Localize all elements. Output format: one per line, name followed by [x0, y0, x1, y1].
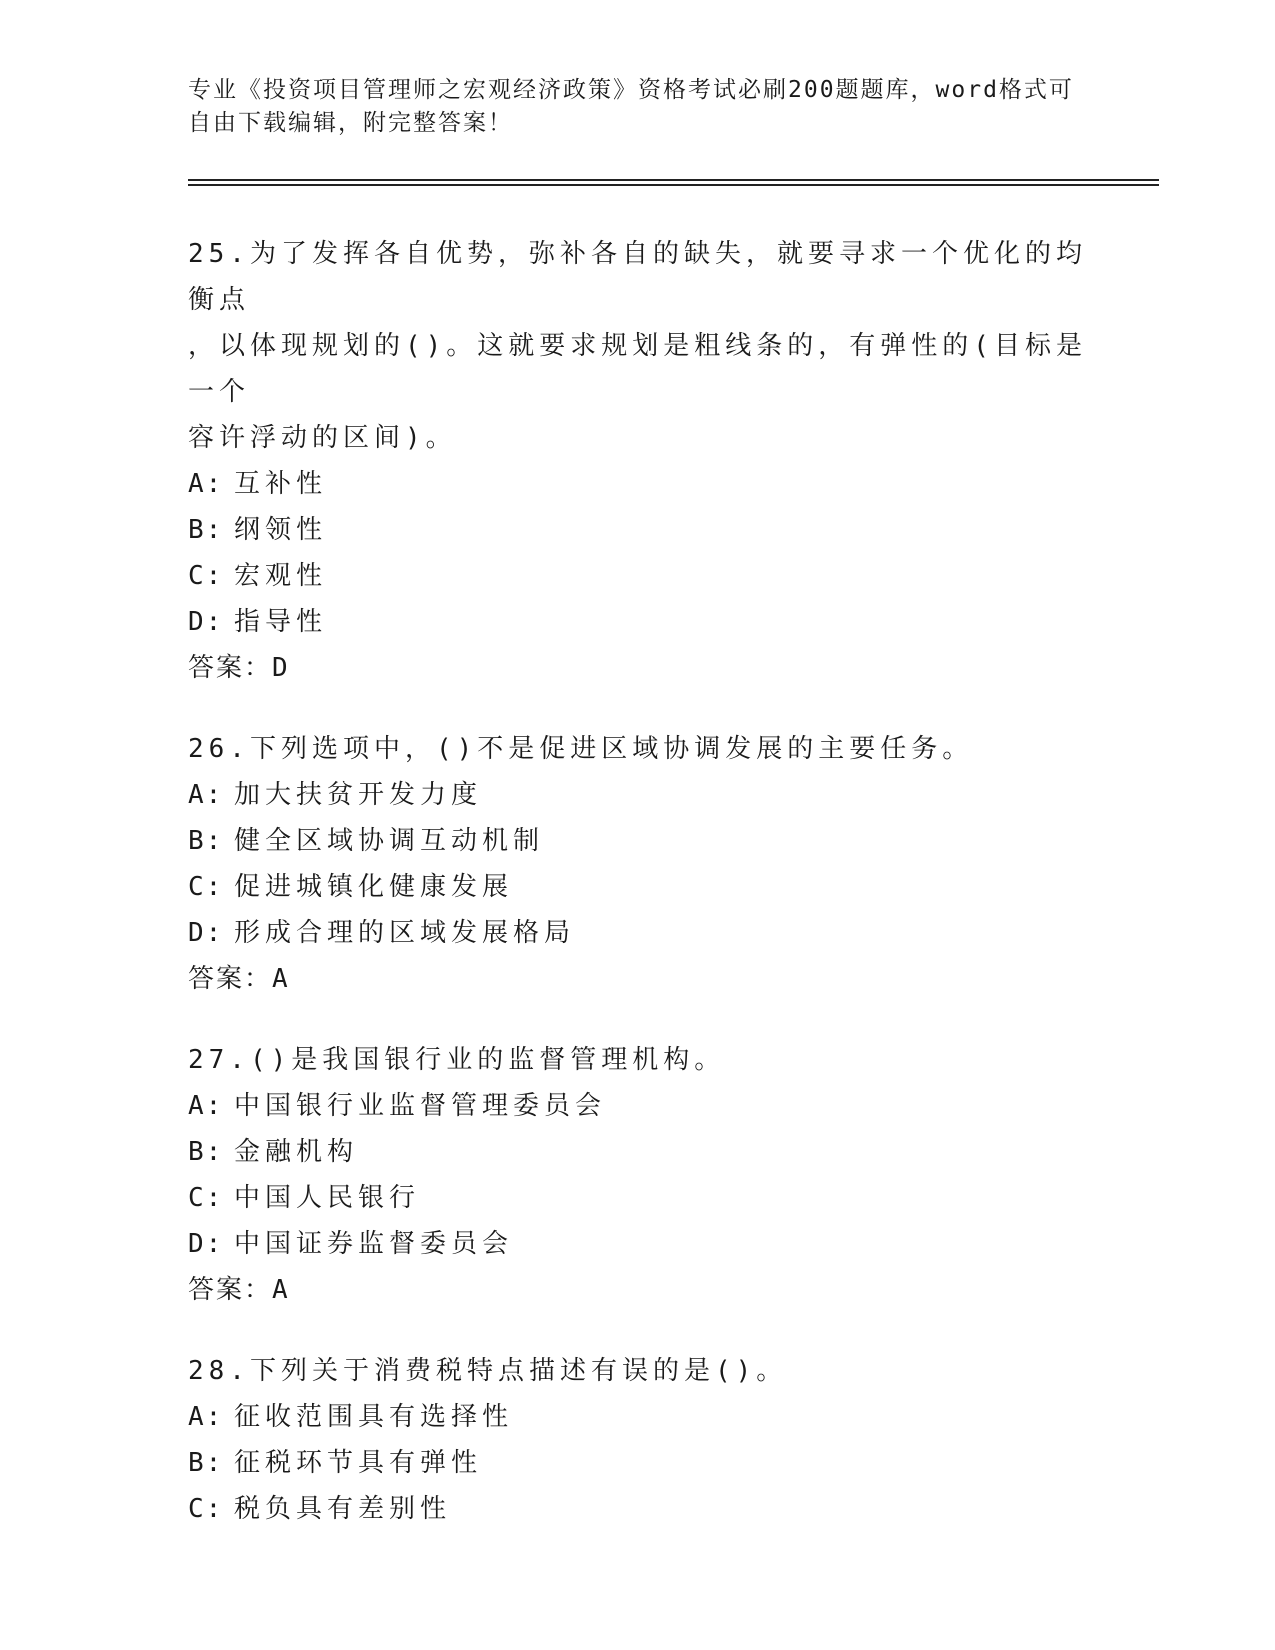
answer-option	[188, 599, 1088, 645]
question-list	[188, 231, 1088, 1567]
option-text: 中国人民银行	[234, 1183, 421, 1213]
option-text: 征税环节具有弹性	[234, 1448, 483, 1478]
question-stem-line: 容许浮动的区间)。	[188, 423, 457, 453]
answer-option	[188, 910, 1088, 956]
option-text: 健全区域协调互动机制	[234, 826, 545, 856]
option-letter: C:	[188, 872, 224, 902]
answer-option	[188, 1394, 1088, 1440]
option-text: 宏观性	[234, 561, 328, 591]
option-letter: B:	[188, 515, 224, 545]
answer-key: 答案：A	[188, 964, 290, 994]
question-block	[188, 1037, 1088, 1313]
option-letter: A:	[188, 780, 224, 810]
document-header	[188, 74, 1088, 140]
option-letter: A:	[188, 469, 224, 499]
option-text: 指导性	[234, 607, 328, 637]
option-text: 互补性	[234, 469, 328, 499]
answer-option	[188, 461, 1088, 507]
question-stem-line: 28.下列关于消费税特点描述有误的是()。	[188, 1356, 788, 1386]
option-letter: D:	[188, 918, 224, 948]
option-text: 中国银行业监督管理委员会	[234, 1091, 607, 1121]
answer-key: 答案：D	[188, 653, 290, 683]
header-line-1: 专业《投资项目管理师之宏观经济政策》资格考试必刷200题题库，word格式可	[188, 77, 1074, 103]
answer-option	[188, 818, 1088, 864]
option-text: 促进城镇化健康发展	[234, 872, 514, 902]
answer-option	[188, 1175, 1088, 1221]
answer-option	[188, 1221, 1088, 1267]
answer-option	[188, 772, 1088, 818]
question-stem-line: ，以体现规划的()。这就要求规划是粗线条的，有弹性的(目标是一个	[188, 331, 1087, 407]
option-text: 中国证券监督委员会	[234, 1229, 514, 1259]
answer-option	[188, 864, 1088, 910]
question-block	[188, 231, 1088, 691]
option-letter: B:	[188, 826, 224, 856]
question-stem-line: 27.()是我国银行业的监督管理机构。	[188, 1045, 726, 1075]
header-divider-top	[188, 179, 1159, 181]
answer-option	[188, 507, 1088, 553]
option-letter: B:	[188, 1137, 224, 1167]
question-block	[188, 1348, 1088, 1532]
question-block	[188, 726, 1088, 1002]
answer-option	[188, 1129, 1088, 1175]
option-text: 纲领性	[234, 515, 328, 545]
option-letter: A:	[188, 1091, 224, 1121]
option-letter: A:	[188, 1402, 224, 1432]
option-text: 金融机构	[234, 1137, 359, 1167]
question-stem-line: 26.下列选项中，()不是促进区域协调发展的主要任务。	[188, 734, 974, 764]
option-text: 征收范围具有选择性	[234, 1402, 514, 1432]
header-divider-bottom	[188, 184, 1159, 186]
answer-option	[188, 1440, 1088, 1486]
answer-option	[188, 1486, 1088, 1532]
answer-option	[188, 1083, 1088, 1129]
option-text: 税负具有差别性	[234, 1494, 452, 1524]
answer-key: 答案：A	[188, 1275, 290, 1305]
header-line-2: 自由下载编辑，附完整答案！	[188, 110, 513, 136]
option-letter: C:	[188, 1494, 224, 1524]
option-letter: D:	[188, 1229, 224, 1259]
answer-option	[188, 553, 1088, 599]
option-letter: B:	[188, 1448, 224, 1478]
option-letter: C:	[188, 561, 224, 591]
question-stem-line: 25.为了发挥各自优势，弥补各自的缺失，就要寻求一个优化的均衡点	[188, 239, 1087, 315]
option-text: 形成合理的区域发展格局	[234, 918, 576, 948]
option-letter: D:	[188, 607, 224, 637]
option-letter: C:	[188, 1183, 224, 1213]
option-text: 加大扶贫开发力度	[234, 780, 483, 810]
